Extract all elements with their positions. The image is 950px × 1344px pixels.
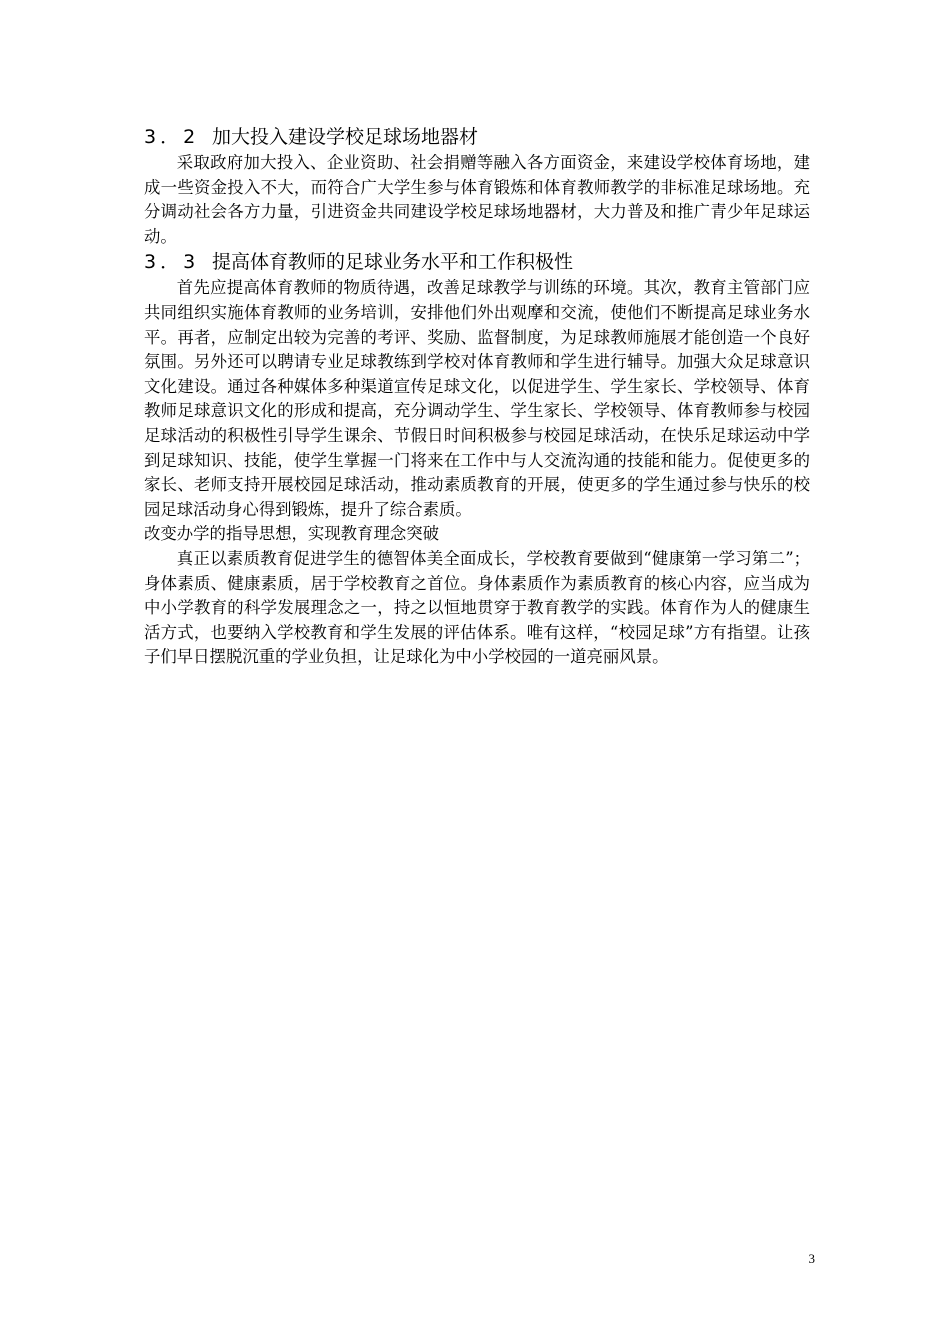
section-heading-3-3 [144, 249, 810, 276]
final-paragraph: 真正以素质教育促进学生的德智体美全面成长，学校教育要做到“健康第一学习第二”；身体素质、健康素质，居于学校教育之首位。身体素质作为素质教育的核心内容，应当成为中小学教育的科学发展理念之一，持之以恒地贯穿于教育教学的实践。体育作为人的健康生活方式，也要纳入学校教育和学生发展的评估体系。唯有这样，“校园足球”方有指望。让孩子们早日摆脱沉重的学业负担，让足球化为中小学校园的一道亮丽风景。 [144, 548, 810, 667]
section-heading-3-2 [144, 124, 810, 151]
section-paragraph: 采取政府加大投入、企业资助、社会捐赠等融入各方面资金，来建设学校体育场地，建成一些资金投入不大，而符合广大学生参与体育锻炼和体育教师教学的非标准足球场地。充分调动社会各方力量，引进资金共同建设学校足球场地器材，大力普及和推广青少年足球运动。 [144, 153, 810, 246]
subheading: 改变办学的指导思想，实现教育理念突破 [144, 524, 440, 544]
page-number: 3 [808, 1251, 815, 1266]
section-title: 提高体育教师的足球业务水平和工作积极性 [212, 251, 574, 274]
section-number: 3．3 [144, 251, 200, 274]
section-number: 3．2 [144, 126, 200, 148]
section-title: 加大投入建设学校足球场地器材 [212, 126, 479, 148]
section-paragraph: 首先应提高体育教师的物质待遇，改善足球教学与训练的环境。其次，教育主管部门应共同组织实施体育教师的业务培训，安排他们外出观摩和交流，使他们不断提高足球业务水平。再者，应制定出较为完善的考评、奖励、监督制度，为足球教师施展才能创造一个良好氛围。另外还可以聘请专业足球教练到学校对体育教师和学生进行辅导。加强大众足球意识文化建设。通过各种媒体多种渠道宣传足球文化，以促进学生、学生家长、学校领导、体育教师足球意识文化的形成和提高，充分调动学生、学生家长、学校领导、体育教师参与校园足球活动的积极性引导学生课余、节假日时间积极参与校园足球活动，在快乐足球运动中学到足球知识、技能，使学生掌握一门将来在工作中与人交流沟通的技能和能力。促使更多的家长、老师支持开展校园足球活动，推动素质教育的开展，使更多的学生通过参与快乐的校园足球活动身心得到锻炼，提升了综合素质。 [144, 278, 810, 519]
page-content [144, 124, 810, 670]
